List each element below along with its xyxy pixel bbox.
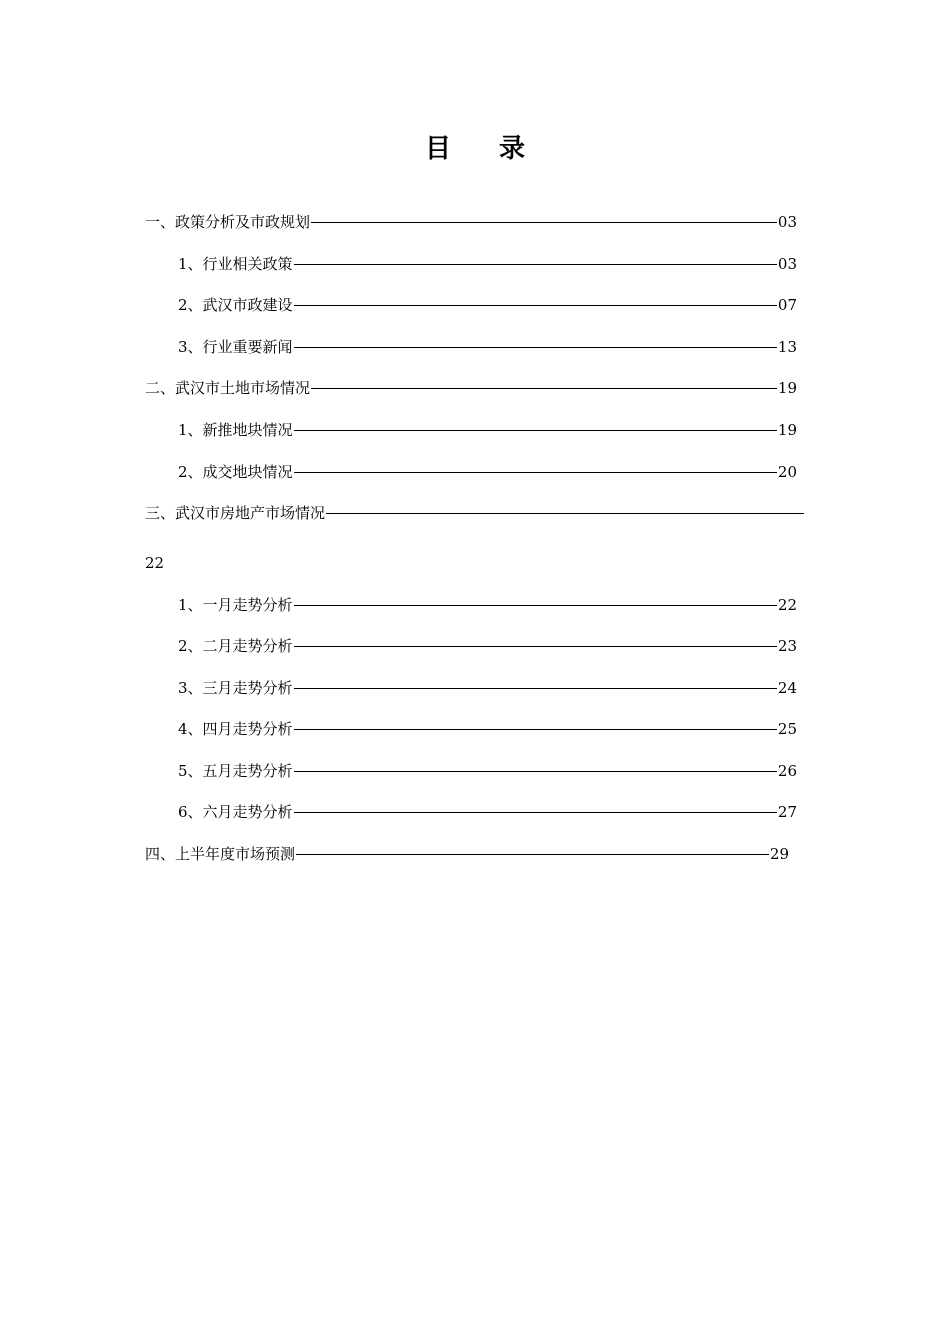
toc-entry-page: 25 xyxy=(777,720,797,738)
toc-entry[interactable] xyxy=(178,294,797,316)
toc-entry[interactable] xyxy=(178,336,797,358)
toc-entry[interactable] xyxy=(178,718,797,740)
toc-leader-line xyxy=(311,222,777,223)
toc-entry[interactable] xyxy=(145,377,797,399)
toc-leader-line xyxy=(294,812,777,813)
toc-leader-line xyxy=(294,305,777,306)
toc-title xyxy=(0,128,950,165)
toc-entry-page: 27 xyxy=(777,803,797,821)
toc-leader-line xyxy=(294,729,777,730)
toc-entry-page: 22 xyxy=(777,596,797,614)
toc-entry[interactable] xyxy=(178,635,797,657)
toc-entry-label: 三、武汉市房地产市场情况 xyxy=(145,504,326,522)
toc-entry-page: 19 xyxy=(777,379,797,397)
toc-entry-page: 03 xyxy=(777,213,797,231)
toc-entry-page: 19 xyxy=(777,421,797,439)
toc-title-part1: 目 xyxy=(424,134,451,164)
toc-entry[interactable] xyxy=(178,419,797,441)
toc-entry-label: 1、行业相关政策 xyxy=(178,255,293,273)
toc-entry[interactable] xyxy=(178,594,797,616)
toc-entry-page: 26 xyxy=(777,762,797,780)
toc-entry[interactable] xyxy=(178,760,797,782)
toc-entry-page: 29 xyxy=(769,845,789,863)
toc-entry[interactable] xyxy=(178,677,797,699)
toc-entry-label: 二、武汉市土地市场情况 xyxy=(145,379,311,397)
toc-leader-line xyxy=(294,347,777,348)
toc-entry-page: 20 xyxy=(777,463,797,481)
toc-entry-page: 13 xyxy=(777,338,797,356)
toc-leader-line xyxy=(294,472,777,473)
toc-entry-label: 2、二月走势分析 xyxy=(178,637,293,655)
toc-entry[interactable] xyxy=(178,253,797,275)
toc-entry[interactable] xyxy=(145,211,797,233)
toc-leader-line xyxy=(294,688,777,689)
toc-leader-line xyxy=(326,513,804,514)
toc-title-part2: 录 xyxy=(499,134,526,164)
toc-entry-page: 22 xyxy=(145,554,165,572)
toc-entry-label: 2、武汉市政建设 xyxy=(178,296,293,314)
toc-entry-label: 5、五月走势分析 xyxy=(178,762,293,780)
toc-leader-line xyxy=(311,388,777,389)
toc-leader-line xyxy=(294,646,777,647)
toc-leader-line xyxy=(296,854,769,855)
toc-entry-page: 07 xyxy=(777,296,797,314)
toc-entry[interactable] xyxy=(145,502,805,524)
toc-leader-line xyxy=(294,430,777,431)
toc-entry-label: 2、成交地块情况 xyxy=(178,463,293,481)
toc-leader-line xyxy=(294,605,777,606)
toc-entry-label: 四、上半年度市场预测 xyxy=(145,845,296,863)
toc-entry-label: 一、政策分析及市政规划 xyxy=(145,213,311,231)
toc-entry-page: 23 xyxy=(777,637,797,655)
toc-entry-page: 03 xyxy=(777,255,797,273)
toc-entry[interactable] xyxy=(178,461,797,483)
toc-leader-line xyxy=(294,264,777,265)
toc-entry-label: 1、新推地块情况 xyxy=(178,421,293,439)
toc-entry-label: 3、行业重要新闻 xyxy=(178,338,293,356)
toc-entry[interactable] xyxy=(178,801,797,823)
toc-entry-label: 3、三月走势分析 xyxy=(178,679,293,697)
toc-leader-line xyxy=(294,771,777,772)
toc-entry-label: 1、一月走势分析 xyxy=(178,596,293,614)
toc-entry[interactable] xyxy=(145,843,789,865)
toc-entry-label: 6、六月走势分析 xyxy=(178,803,293,821)
toc-entry-label: 4、四月走势分析 xyxy=(178,720,293,738)
toc-entry-page: 24 xyxy=(777,679,797,697)
